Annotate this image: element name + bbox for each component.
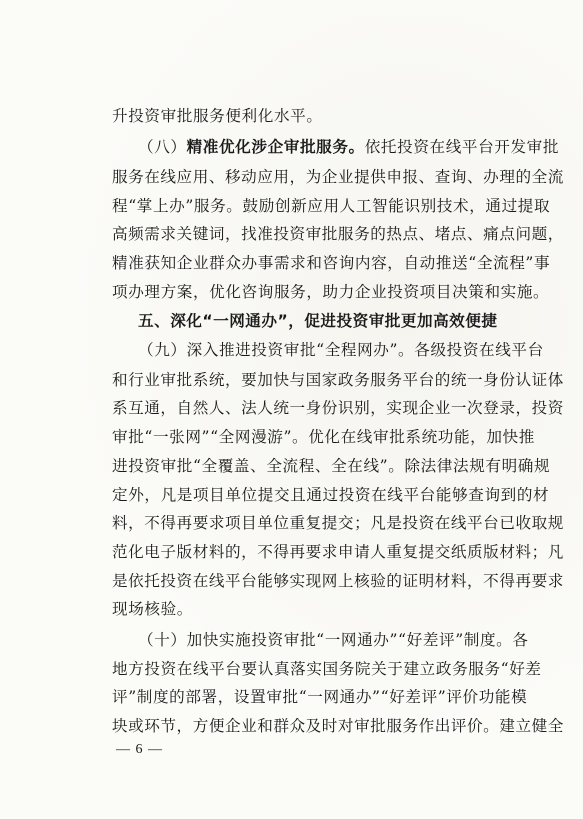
text-run: 评”制度的部署，设置审批“一网通办”“好差评”评价功能模 [112,688,528,706]
body-text-line [112,370,563,390]
text-run: 高频需求关键词，找准投资审批服务的热点、堵点、痛点问题， [112,225,564,243]
body-text-line [112,224,563,244]
body-text-line [112,687,563,707]
text-run: 服务在线应用、移动应用，为企业提供申报、查询、办理的全流 [112,168,564,186]
body-text-line [138,630,563,650]
page-number-text: — 6 — [116,742,163,757]
section-eight-first-line [138,137,563,157]
body-text-line [112,167,563,187]
text-run: 依托投资在线平台开发审批 [364,138,560,156]
text-run: 现场核验。 [112,600,193,618]
body-text-line [112,456,563,476]
text-run: 定外，凡是项目单位提交且通过投资在线平台能够查询到的材 [112,486,550,504]
text-run: （九）深入推进投资审批“全程网办”。各级投资在线平台 [138,341,544,359]
body-text-line [112,196,563,216]
text-run: 项办理方案，优化咨询服务，助力企业投资项目决策和实施。 [112,283,550,301]
body-text-line [112,599,563,619]
text-run: 块或环节，方便企业和群众及时对审批服务作出评价。建立健全 [112,717,564,735]
body-text-line [138,340,563,360]
text-run: 程“掌上办”服务。鼓励创新应用人工智能识别技术，通过提取 [112,197,551,215]
body-text-line [112,716,563,736]
body-text-line [112,485,563,505]
section-heading [138,311,563,331]
body-text-line [112,282,563,302]
text-run: 料，不得再要求项目单位重复提交；凡是投资在线平台已收取规 [112,514,564,532]
body-text-line [112,398,563,418]
text-run: 系互通，自然人、法人统一身份识别，实现企业一次登录，投资 [112,399,564,417]
text-run: 进投资审批“全覆盖、全流程、全在线”。除法律法规有明确规 [112,457,551,475]
body-text-line [112,106,563,126]
heading-text: 五、深化“一网通办”，促进投资审批更加高效便捷 [138,312,498,330]
body-text-line [112,513,563,533]
text-run: （十）加快实施投资审批“一网通办”“好差评”制度。各 [138,631,529,649]
text-run: 范化电子版材料的，不得再要求申请人重复提交纸质版材料；凡 [112,543,564,561]
text-run: 审批“一张网”“全网漫游”。优化在线审批系统功能，加快推 [112,428,535,446]
text-run: 精准获知企业群众办事需求和咨询内容，自动推送“全流程”事 [112,254,551,272]
body-text-line [112,542,563,562]
text-run: 升投资审批服务便利化水平。 [112,107,323,125]
text-run: 和行业审批系统，要加快与国家政务服务平台的统一身份认证体 [112,371,564,389]
body-text-line [112,659,563,679]
body-text-line [112,427,563,447]
item-title: 精准优化涉企审批服务。 [186,138,365,156]
body-text-line [112,253,563,273]
text-run: 是依托投资在线平台能够实现网上核验的证明材料，不得再要求 [112,572,564,590]
text-run: 地方投资在线平台要认真落实国务院关于建立政务服务“好差 [112,660,542,678]
item-number: （八） [138,138,187,156]
body-text-line [112,571,563,591]
